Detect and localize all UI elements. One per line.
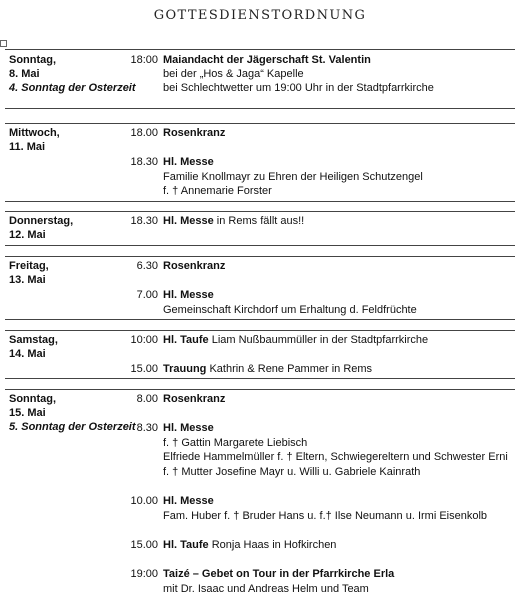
divider <box>5 123 515 124</box>
event-title: Trauung <box>163 363 207 375</box>
event-note: Liam Nußbaummüller in der Stadtpfarrkirche <box>208 334 429 346</box>
day-name: Sonntag, <box>9 54 57 66</box>
event-line <box>163 214 304 228</box>
event-title: Taizé – Gebet on Tour in der Pfarrkirche Erla <box>163 568 395 580</box>
day-name: Sonntag, <box>9 393 57 405</box>
day-name: Freitag, <box>9 260 49 272</box>
divider <box>5 378 515 379</box>
event-time: 10:00 <box>130 334 158 346</box>
liturgical-day: 4. Sonntag der Osterzeit <box>9 82 136 94</box>
day-name: Donnerstag, <box>9 215 74 227</box>
event-time: 10.00 <box>130 495 158 507</box>
page-title: gottesdienstordnung <box>153 3 367 24</box>
day-date: 14. Mai <box>9 348 46 360</box>
day-label <box>9 126 60 154</box>
divider <box>5 330 515 331</box>
divider <box>5 201 515 202</box>
event-time: 7.00 <box>136 289 158 301</box>
event-time: 18.30 <box>130 156 158 168</box>
event-title: Hl. Taufe <box>163 334 209 346</box>
event-detail: f. † Annemarie Forster <box>163 185 272 197</box>
event-line <box>163 538 336 552</box>
event-title: Rosenkranz <box>163 127 226 139</box>
event-detail: Fam. Huber f. † Bruder Hans u. f.† Ilse Neumann u. Irmi Eisenkolb <box>163 510 488 522</box>
event-title: Rosenkranz <box>163 260 226 272</box>
divider <box>5 256 515 257</box>
divider <box>5 389 515 390</box>
event-title: Hl. Messe <box>163 422 214 434</box>
event-line <box>163 567 394 581</box>
event-detail: f. † Gattin Margarete Liebisch <box>163 437 308 449</box>
event-detail: Familie Knollmayr zu Ehren der Heiligen Schutzengel <box>163 171 423 183</box>
event-line <box>163 362 372 376</box>
event-title: Maiandacht der Jägerschaft St. Valentin <box>163 54 371 66</box>
event-note: Ronja Haas in Hofkirchen <box>208 539 337 551</box>
day-name: Samstag, <box>9 334 58 346</box>
event-time: 6.30 <box>136 260 158 272</box>
event-line <box>163 288 214 302</box>
day-date: 12. Mai <box>9 229 46 241</box>
event-title: Hl. Taufe <box>163 539 209 551</box>
day-name: Mittwoch, <box>9 127 60 139</box>
event-line <box>163 126 225 140</box>
event-detail: mit Dr. Isaac und Andreas Helm und Team <box>163 583 369 595</box>
event-line <box>163 259 225 273</box>
divider <box>5 211 515 212</box>
event-title: Hl. Messe <box>163 289 214 301</box>
event-time: 15.00 <box>130 539 158 551</box>
day-date: 13. Mai <box>9 274 46 286</box>
event-line <box>163 155 214 169</box>
event-line <box>163 392 225 406</box>
event-time: 18:00 <box>130 54 158 66</box>
event-time: 18.00 <box>130 127 158 139</box>
event-time: 8.30 <box>136 422 158 434</box>
day-label <box>9 333 58 361</box>
divider <box>5 245 515 246</box>
anchor-marker <box>0 40 7 47</box>
event-detail: f. † Mutter Josefine Mayr u. Willi u. Gabriele Kainrath <box>163 466 421 478</box>
event-line <box>163 53 371 67</box>
day-date: 11. Mai <box>9 141 46 153</box>
event-title: Hl. Messe <box>163 495 214 507</box>
day-date: 15. Mai <box>9 407 46 419</box>
day-date: 8. Mai <box>9 68 40 80</box>
event-title: Hl. Messe <box>163 215 214 227</box>
event-detail: Gemeinschaft Kirchdorf um Erhaltung d. Feldfrüchte <box>163 304 417 316</box>
day-label <box>9 214 73 242</box>
event-detail: bei der „Hos & Jaga“ Kapelle <box>163 68 304 80</box>
event-title: Rosenkranz <box>163 393 226 405</box>
day-label <box>9 259 49 287</box>
event-time: 18.30 <box>130 215 158 227</box>
divider <box>5 319 515 320</box>
event-time: 15.00 <box>130 363 158 375</box>
divider <box>5 108 515 109</box>
event-note: Kathrin & Rene Pammer in Rems <box>206 363 373 375</box>
event-detail: bei Schlechtwetter um 19:00 Uhr in der Stadtpfarrkirche <box>163 82 434 94</box>
event-note: in Rems fällt aus!! <box>213 215 305 227</box>
event-line <box>163 494 214 508</box>
event-detail: Elfriede Hammelmüller f. † Eltern, Schwiegereltern und Schwester Erni <box>163 451 508 463</box>
event-time: 19:00 <box>130 568 158 580</box>
event-title: Hl. Messe <box>163 156 214 168</box>
event-line <box>163 333 428 347</box>
divider <box>5 49 515 50</box>
event-line <box>163 421 214 435</box>
event-time: 8.00 <box>136 393 158 405</box>
liturgical-day: 5. Sonntag der Osterzeit <box>9 421 136 433</box>
